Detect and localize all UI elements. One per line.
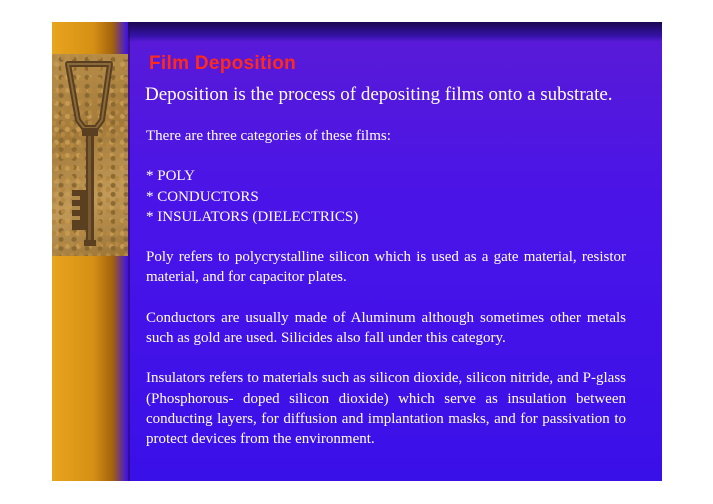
category-item-conductors: * CONDUCTORS	[146, 188, 259, 205]
slide-title: Film Deposition	[149, 53, 296, 74]
category-item-insulators: * INSULATORS (DIELECTRICS)	[146, 208, 359, 225]
slide-body	[146, 126, 626, 449]
insulators-paragraph: Insulators refers to materials such as silicon dioxide, silicon nitride, and P-glass (Phosphorous- doped silicon dioxide) which serve as insulation between conducting layers, for diffusion and implantation masks, and for passivation to protect devices from the environment.	[146, 370, 626, 447]
intro-text: There are three categories of these films:	[146, 128, 391, 144]
top-bar	[52, 22, 662, 42]
category-item-poly: * POLY	[146, 168, 195, 185]
conductors-paragraph: Conductors are usually made of Aluminum although sometimes other metals such as gold are used. Silicides also fall under this category.	[146, 309, 626, 346]
key-photo	[52, 54, 128, 256]
strip-shadow	[128, 22, 130, 481]
slide	[52, 22, 662, 481]
slide-subtitle: Deposition is the process of depositing films onto a substrate.	[145, 84, 613, 105]
left-accent-strip	[52, 22, 128, 481]
poly-paragraph: Poly refers to polycrystalline silicon which is used as a gate material, resistor material, and for capacitor plates.	[146, 249, 626, 286]
key-icon	[58, 58, 122, 248]
